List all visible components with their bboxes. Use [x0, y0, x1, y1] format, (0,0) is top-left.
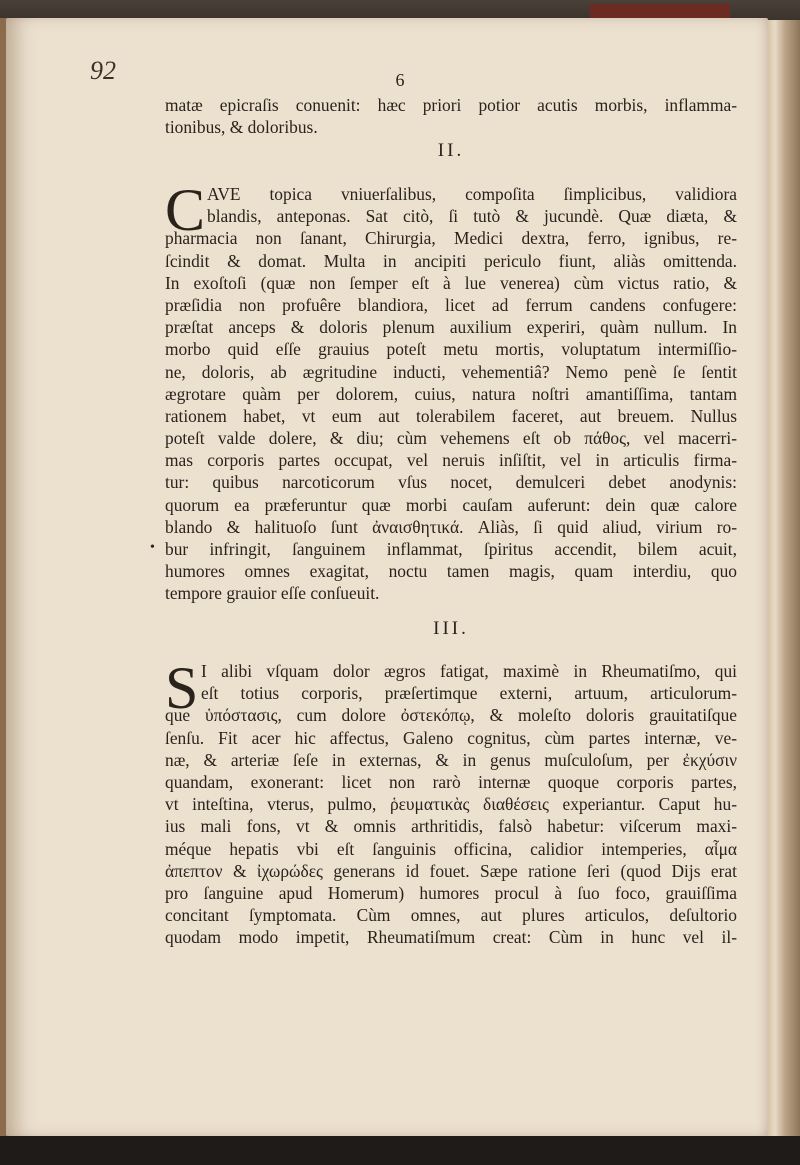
paragraph-line: que ὑπόστασις, cum dolore ὀστεκόπῳ, & moleſto doloris grauitatiſque [165, 705, 737, 726]
dropcap-s: S [165, 655, 199, 721]
paragraph-line: ægrotare quàm per dolorem, cuius, natura noſtri amantiſſima, tantam [165, 383, 737, 404]
paragraph-line: In exoſtoſi (quæ non ſemper eſt à lue venerea) cùm victus ratio, & [165, 272, 737, 293]
paragraph-line: méque hepatis vbi eſt ſanguinis officina, calidior intemperies, αἷμα [165, 838, 737, 859]
paragraph-line: bur infringit, ſanguinem inflammat, ſpiritus accendit, bilem acuit, [165, 539, 737, 559]
paragraph-line: ius mali fons, vt & omnis arthritidis, falsò habetur: viſcerum maxi- [165, 816, 737, 837]
paragraph-line: AVE topica vniuerſalibus, compoſita ſimplicibus, validiora [207, 184, 737, 204]
dropcap-c: C [165, 177, 206, 243]
handwritten-folio-number: 92 [90, 56, 116, 85]
page-number: 6 [395, 70, 405, 90]
paragraph-line: tur: quibus narcoticorum vſus nocet, demulceri debet anodynis: [165, 472, 737, 493]
paragraph-line: pro ſanguine apud Homerum) humores procul à ſuo foco, grauiſſima [165, 882, 737, 903]
margin-dot: • [150, 540, 155, 555]
paragraph-line: rationem habet, vt eum aut tolerabilem faceret, aut breuem. Nullus [165, 405, 737, 426]
paragraph-line: blando & halituoſo ſunt ἀναισθητικά. Aliàs, ſi quid aliud, virium ro- [165, 516, 737, 537]
paragraph-line: tempore grauior eſſe conſueuit. [165, 583, 380, 604]
paragraph-line: ſenſu. Fit acer hic affectus, Galeno cognitus, cùm partes internæ, ve- [165, 727, 737, 748]
paragraph-line: quorum ea præferuntur quæ morbi cauſam auferunt: dein quæ calore [165, 494, 737, 515]
right-page-edges [764, 20, 800, 1140]
paragraph-line: mas corporis partes occupat, vel neruis inſiſtit, vel in articulis firma- [165, 450, 737, 471]
intro-paragraph [165, 94, 737, 138]
paragraph-line: eſt totius corporis, præſertimque externi, artuum, articulorum- [201, 683, 737, 704]
paragraph-line: næ, & arteriæ ſeſe in externas, & in genus muſculoſum, per ἐκχύσιν [165, 749, 737, 770]
intro-line: tionibus, & doloribus. [165, 117, 318, 138]
paragraph-line: ſcindit & domat. Multa in ancipiti periculo fiunt, aliàs omittenda. [165, 250, 737, 271]
paragraph-line: morbo quid eſſe grauius poteſt metu mortis, voluptatum intermiſſio- [165, 339, 737, 360]
paragraph-line: quandam, exonerant: licet non rarò internæ quoque corporis partes, [165, 771, 737, 792]
paragraph-line: quodam modo impetit, Rheumatiſmum creat: Cùm in hunc vel il- [165, 927, 737, 948]
section-heading-2: II. [437, 140, 465, 161]
section-heading-3: III. [433, 618, 469, 639]
paragraph-line: poteſt valde dolere, & diu; cùm vehemens eſt ob πάθος, vel macerri- [165, 428, 737, 449]
paragraph-line: vt inteſtina, vterus, pulmo, ῥευματικὰς διαθέσεις experiantur. Caput hu- [165, 794, 737, 815]
section-3-paragraph [165, 655, 737, 948]
paragraph-line: ne, doloris, ab ægritudine inducti, vehementiâ? Nemo penè ſe ſentit [165, 361, 737, 382]
intro-line: matæ epicraſis conuenit: hæc priori potior acutis morbis, inflamma- [165, 95, 737, 115]
paragraph-line: I alibi vſquam dolor ægros fatigat, maximè in Rheumatiſmo, qui [201, 661, 737, 681]
paragraph-line: blandis, anteponas. Sat citò, ſi tutò & jucundè. Quæ diæta, & [207, 206, 737, 227]
paragraph-line: præſtat anceps & doloris plenum auxilium experiri, quàm nullum. In [165, 317, 737, 338]
section-2-paragraph [165, 183, 737, 605]
paragraph-line: concitant ſymptomata. Cùm omnes, aut plures articulos, deſultorio [165, 905, 737, 926]
paragraph-line: præſidia non profuêre blandiora, licet ad ferrum candens confugere: [165, 294, 737, 315]
bottom-dark-strip [0, 1136, 800, 1165]
paragraph-line: humores omnes exagitat, noctu tamen magis, quam interdiu, quo [165, 561, 737, 582]
paragraph-line: ἀπεπτον & ἰχωρώδες generans id fouet. Sæpe ratione ſeri (quod Dijs erat [165, 860, 737, 881]
paragraph-line: pharmacia non ſanant, Chirurgia, Medici dextra, ferro, ignibus, re- [165, 228, 737, 249]
